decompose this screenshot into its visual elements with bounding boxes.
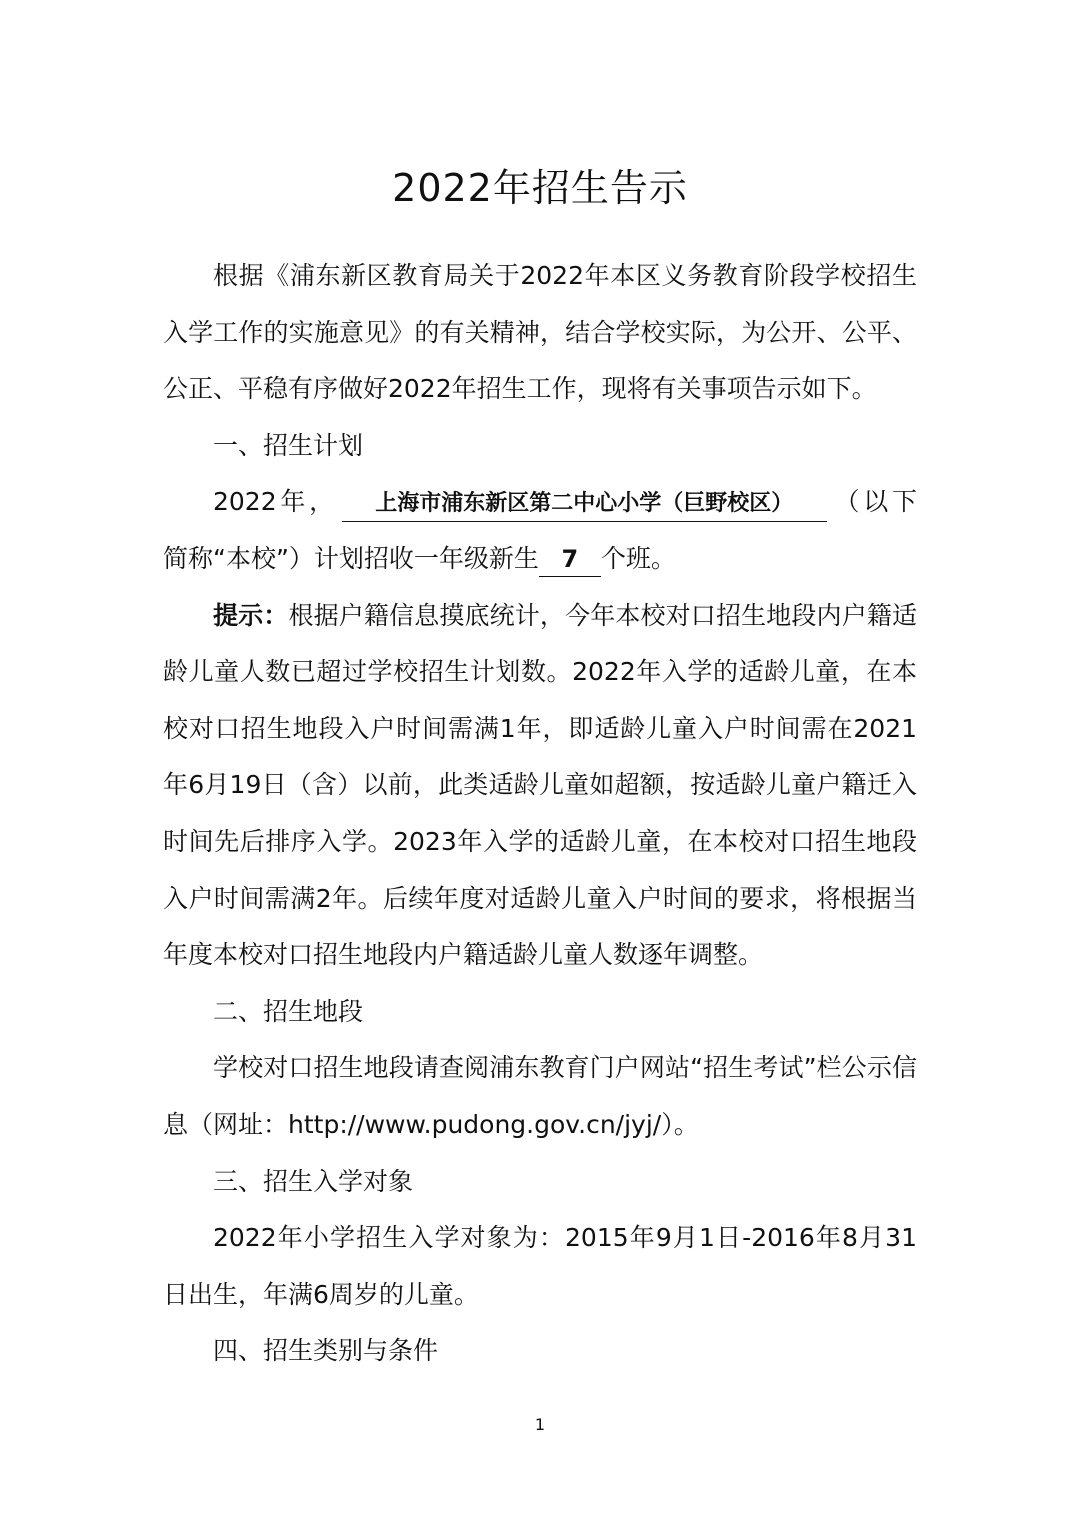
school-name-fill: 上海市浦东新区第二中心小学（巨野校区） [342,487,827,522]
intro-paragraph: 根据《浦东新区教育局关于2022年本区义务教育阶段学校招生入学工作的实施意见》的有关精神，结合学校实际，为公开、公平、公正、平稳有序做好2022年招生工作，现将有关事项告示如下。 [163,261,917,404]
section-heading-categories: 四、招生类别与条件 [213,1336,439,1366]
section-heading-eligibility: 三、招生入学对象 [213,1166,414,1196]
page-number: 1 [534,1415,546,1434]
eligibility-paragraph: 2022年小学招生入学对象为：2015年9月1日-2016年8月31日出生，年满6周岁的儿童。 [163,1223,917,1309]
class-count-fill: 7 [539,542,601,577]
plan-suffix: 个班。 [600,543,676,573]
plan-prefix: 2022年， [213,487,338,517]
area-paragraph: 学校对口招生地段请查阅浦东教育门户网站“招生考试”栏公示信息（网址：http://www.pudong.gov.cn/jyj/）。 [163,1053,917,1139]
tip-label: 提示： [213,600,289,630]
plan-paragraph [163,474,917,587]
document-title: 2022年招生告示 [392,166,688,211]
section-heading-plan: 一、招生计划 [213,430,364,460]
tip-paragraph [163,588,917,984]
tip-text: 根据户籍信息摸底统计，今年本校对口招生地段内户籍适龄儿童人数已超过学校招生计划数。2022年入学的适龄儿童，在本校对口招生地段入户时间需满1年，即适龄儿童入户时间需在2021年6月19日（含）以前，此类适龄儿童如超额，按适龄儿童户籍迁入时间先后排序入学。2023年入学的适龄儿童，在本校对口招生地段入户时间需满2年。后续年度对适龄儿童入户时间的要求，将根据当年度本校对口招生地段内户籍适龄儿童人数逐年调整。 [163,600,917,970]
section-heading-area: 二、招生地段 [213,996,364,1026]
document-body [163,248,917,1380]
plan-middle: （以下简称“本校”）计划招收一年级新生 [163,487,917,573]
